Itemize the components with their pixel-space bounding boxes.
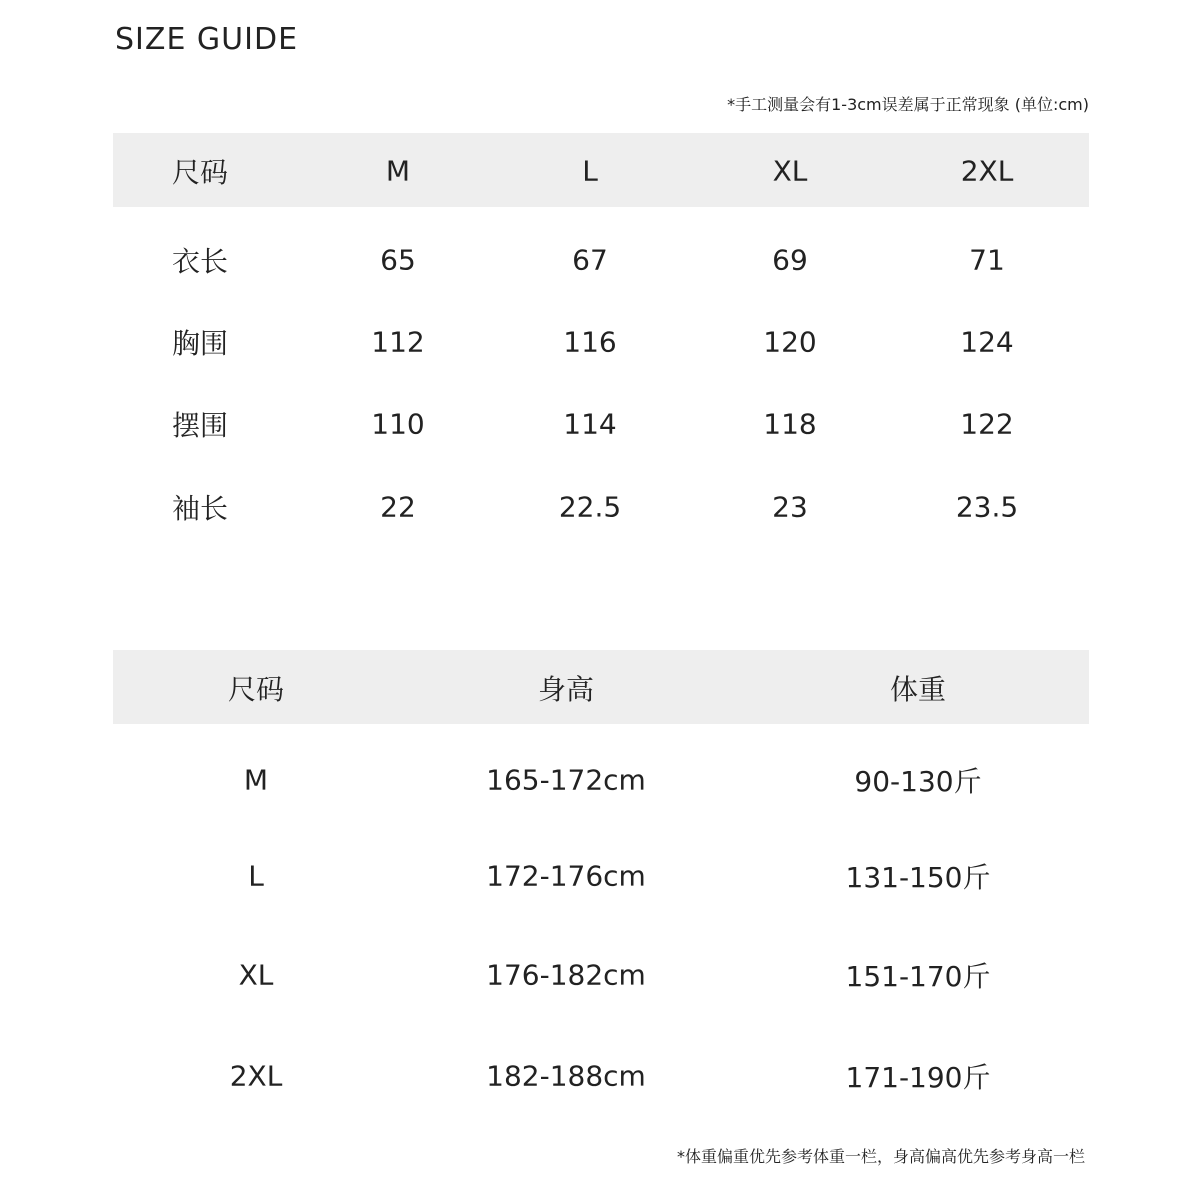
table2-header-cell: 身高: [537, 673, 595, 706]
table2-row-label: M: [243, 763, 269, 797]
table2-cell: 171-190斤: [845, 1061, 991, 1094]
table1-cell: 22: [380, 490, 416, 524]
table2-header-cell: 体重: [889, 673, 947, 706]
table1-cell: 22.5: [558, 490, 622, 524]
table2-cell: 176-182cm: [486, 958, 646, 992]
table2-row-label: XL: [238, 958, 274, 992]
table1-header-cell: XL: [772, 154, 808, 188]
measurement-note: *手工测量会有1-3cm误差属于正常现象 (单位:cm): [727, 95, 1089, 114]
table1-cell: 112: [371, 325, 425, 359]
table1-header-cell: 2XL: [960, 154, 1014, 188]
table1-cell: 114: [563, 407, 617, 441]
table1-header-bar: [113, 133, 1089, 207]
table1-cell: 67: [572, 243, 608, 277]
table2-row-label: 2XL: [229, 1059, 283, 1093]
recommendation-note: *体重偏重优先参考体重一栏，身高偏高优先参考身高一栏: [676, 1147, 1085, 1166]
table1-header-cell: L: [582, 154, 598, 188]
table2-cell: 165-172cm: [486, 763, 646, 797]
table1-cell: 71: [969, 243, 1005, 277]
table1-header-cell: M: [385, 154, 411, 188]
table2-cell: 172-176cm: [486, 859, 646, 893]
table1-row-label: 胸围: [172, 327, 229, 360]
table2-header-cell: 尺码: [227, 673, 285, 706]
table1-cell: 110: [371, 407, 425, 441]
table2-cell: 151-170斤: [845, 960, 991, 993]
table1-row-label: 衣长: [172, 245, 229, 278]
table2-row-label: L: [248, 859, 264, 893]
table1-row-label: 摆围: [172, 409, 229, 442]
table1-cell: 120: [763, 325, 817, 359]
table1-cell: 118: [763, 407, 817, 441]
table1-cell: 124: [960, 325, 1014, 359]
table1-cell: 116: [563, 325, 617, 359]
table2-cell: 90-130斤: [854, 765, 982, 798]
page-title: SIZE GUIDE: [115, 22, 299, 57]
table1-cell: 65: [380, 243, 416, 277]
table2-cell: 131-150斤: [845, 861, 991, 894]
table1-header-cell: 尺码: [172, 156, 229, 189]
table1-cell: 23.5: [955, 490, 1019, 524]
table2-cell: 182-188cm: [486, 1059, 646, 1093]
table1-cell: 69: [772, 243, 808, 277]
table1-cell: 122: [960, 407, 1014, 441]
table1-row-label: 袖长: [172, 492, 229, 525]
table1-cell: 23: [772, 490, 808, 524]
